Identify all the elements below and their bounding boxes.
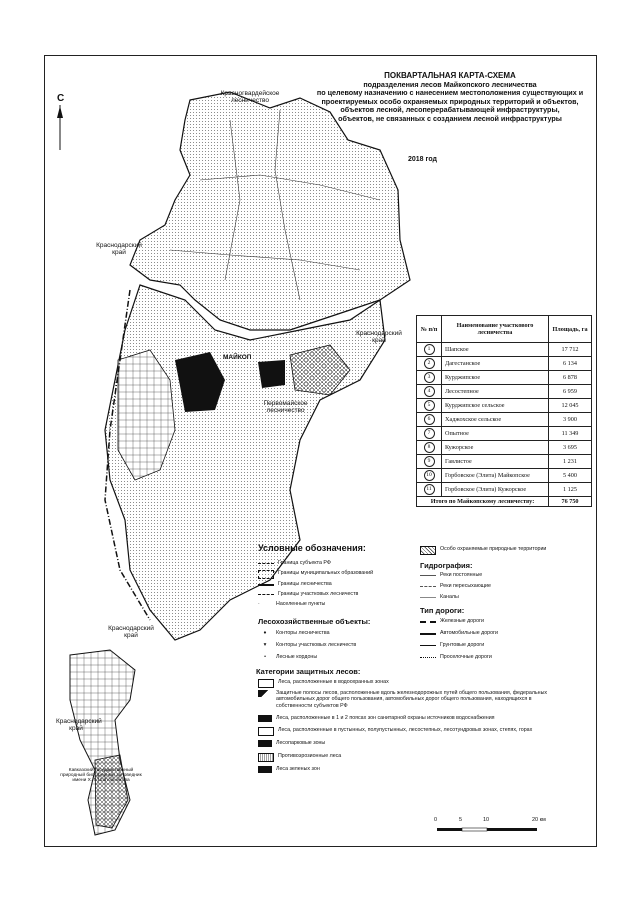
label-krasnogvard: Красногвардейское лесничество bbox=[220, 90, 280, 104]
legend-text: Леса, расположенные в 1 и 2 поясах зон санитарной охраны источников водоснабжения bbox=[276, 715, 495, 721]
seasonal-river-swatch bbox=[420, 586, 436, 587]
row-number: 3 bbox=[424, 372, 435, 383]
label-pervomay: Первомайское лесничество bbox=[263, 400, 308, 414]
north-label: С bbox=[57, 93, 65, 104]
row-area: 6 134 bbox=[549, 357, 592, 371]
label-reserve: Кавказский государственный природный биосферный заповедник имени Х. Г. Шапошникова bbox=[60, 768, 142, 783]
row-number: 4 bbox=[424, 386, 435, 397]
forest-park-swatch bbox=[258, 740, 272, 747]
legend-text: Автомобильные дороги bbox=[440, 630, 498, 636]
label-maykop: МАЙКОП bbox=[223, 354, 252, 361]
sanitary-zone-swatch bbox=[258, 715, 272, 722]
legend-text: Проселочные дороги bbox=[440, 654, 492, 660]
legend-item bbox=[258, 753, 341, 762]
map-year: 2018 год bbox=[408, 156, 437, 163]
legend-text: Каналы bbox=[440, 594, 459, 600]
legend-item bbox=[420, 546, 546, 555]
legend-item bbox=[258, 654, 317, 660]
legend-item bbox=[420, 572, 482, 578]
legend-text: Леса зеленых зон bbox=[276, 766, 320, 772]
legend-text: Границы участковых лесничеств bbox=[278, 591, 359, 597]
scale-tick: 5 bbox=[459, 817, 463, 823]
legend-text: Грунтовые дороги bbox=[440, 642, 485, 648]
legend-text: Леса, расположенные в водоохранных зонах bbox=[278, 679, 389, 685]
table-row bbox=[417, 371, 592, 385]
green-zone-swatch bbox=[258, 766, 272, 773]
legend-text: Конторы участковых лесничеств bbox=[276, 642, 357, 648]
canal-swatch bbox=[420, 597, 436, 598]
legend-item bbox=[258, 570, 373, 579]
legend-text: Лесные кордоны bbox=[276, 654, 318, 660]
row-name: Лесостепное bbox=[442, 385, 549, 399]
row-name: Гавлистое bbox=[442, 455, 549, 469]
legend-item bbox=[258, 679, 389, 688]
forestry-area-table bbox=[416, 315, 592, 507]
legend-item bbox=[258, 560, 331, 566]
oopt-swatch bbox=[420, 546, 436, 555]
row-area: 11 349 bbox=[549, 427, 592, 441]
table-row bbox=[417, 469, 592, 483]
legend-text: Реки постоянные bbox=[440, 572, 483, 578]
row-number: 8 bbox=[424, 442, 435, 453]
legend-item bbox=[258, 766, 320, 773]
river-swatch bbox=[420, 575, 436, 576]
legend-item bbox=[420, 642, 484, 648]
dirt-road-swatch bbox=[420, 645, 436, 646]
table-row bbox=[417, 441, 592, 455]
table-row bbox=[417, 399, 592, 413]
scale-tick: 10 bbox=[483, 817, 490, 823]
row-area: 6 878 bbox=[549, 371, 592, 385]
row-number: 11 bbox=[424, 484, 435, 495]
legend-item bbox=[258, 642, 356, 648]
roads-title: Тип дороги: bbox=[420, 606, 465, 615]
table-row bbox=[417, 427, 592, 441]
label-krasnodar-3: Краснодарский край bbox=[108, 625, 154, 639]
legend-text: Конторы лесничества bbox=[276, 630, 330, 636]
row-area: 6 959 bbox=[549, 385, 592, 399]
label-krasnodar-1: Краснодарский край bbox=[96, 242, 142, 256]
row-area: 3 695 bbox=[549, 441, 592, 455]
legend-item bbox=[258, 727, 532, 736]
row-name: Шапское bbox=[442, 343, 549, 357]
row-area: 5 400 bbox=[549, 469, 592, 483]
legend-text: Граница субъекта РФ bbox=[278, 560, 331, 566]
table-total-row bbox=[417, 497, 592, 507]
title-line-3: по целевому назначению с нанесением местоположения существующих и bbox=[316, 88, 584, 98]
forestry-region-north bbox=[130, 92, 410, 330]
hydro-title: Гидрография: bbox=[420, 561, 473, 570]
total-label: Итого по Майкопскому лесничеству: bbox=[417, 497, 549, 507]
district-office-icon: ▾ bbox=[263, 642, 267, 648]
row-name: Кужорское bbox=[442, 441, 549, 455]
legend-item bbox=[258, 591, 358, 597]
row-name: Опытное bbox=[442, 427, 549, 441]
table-header: Площадь, га bbox=[549, 316, 592, 343]
north-arrow-icon bbox=[57, 105, 63, 150]
legend-item bbox=[258, 581, 332, 587]
legend-text: Противоэрозионные леса bbox=[278, 753, 342, 759]
legend-item bbox=[420, 630, 498, 636]
water-zone-swatch bbox=[258, 679, 274, 688]
cordon-icon: • bbox=[264, 654, 266, 660]
title-line-1: ПОКВАРТАЛЬНАЯ КАРТА-СХЕМА bbox=[384, 71, 516, 80]
table-header: № п/п bbox=[417, 316, 442, 343]
forestry-boundary-swatch bbox=[258, 584, 274, 586]
row-number: 1 bbox=[424, 344, 435, 355]
legend-item bbox=[258, 715, 495, 722]
mountain-swatch bbox=[258, 727, 274, 736]
label-krasnodar-2: Краснодарский край bbox=[356, 330, 402, 344]
railway-swatch bbox=[420, 621, 436, 623]
legend-text: Границы лесничества bbox=[278, 581, 332, 587]
settlement-icon: · bbox=[258, 601, 272, 608]
row-area: 1 125 bbox=[549, 483, 592, 497]
legend-item bbox=[420, 594, 459, 600]
label-krasnodar-4: Краснодарский край bbox=[56, 718, 102, 732]
legend-item bbox=[258, 630, 330, 636]
row-number: 7 bbox=[424, 428, 435, 439]
legend-item bbox=[258, 740, 325, 747]
table-row bbox=[417, 413, 592, 427]
row-name: Хаджохское сельское bbox=[442, 413, 549, 427]
forestry-office-icon: ♦ bbox=[263, 630, 267, 636]
row-name: Горбовское (Элита) Майкопское bbox=[442, 469, 549, 483]
title-line-4: проектируемых особо охраняемых природных территорий и объектов, bbox=[321, 96, 579, 106]
country-road-swatch bbox=[420, 657, 436, 658]
scale-tick: 20 км bbox=[532, 817, 546, 823]
municipal-boundary-swatch bbox=[258, 570, 274, 579]
subject-boundary-swatch bbox=[258, 563, 274, 564]
row-area: 12 045 bbox=[549, 399, 592, 413]
legend-item bbox=[420, 654, 492, 660]
row-area: 3 900 bbox=[549, 413, 592, 427]
legend-text: Населенные пункты bbox=[276, 601, 326, 607]
scale-bar bbox=[437, 828, 537, 831]
title-line-2: подразделения лесов Майкопского лесничества bbox=[363, 79, 537, 89]
forestry-title: Лесохозяйственные объекты: bbox=[258, 617, 371, 626]
legend-text: Леса, расположенные в пустынных, полупустынных, лесостепных, лесотундровых зонах, степях, горах bbox=[278, 727, 533, 733]
legend-text: Железные дороги bbox=[440, 618, 484, 624]
legend-title: Условные обозначения: bbox=[258, 543, 366, 553]
title-line-6: объектов, не связанных с созданием лесной инфраструктуры bbox=[338, 113, 562, 123]
row-number: 10 bbox=[424, 470, 435, 481]
table-row bbox=[417, 357, 592, 371]
row-name: Курджипское bbox=[442, 371, 549, 385]
scale-tick: 0 bbox=[434, 817, 438, 823]
table-header: Наименование участкового лесничества bbox=[442, 316, 549, 343]
table-row bbox=[417, 455, 592, 469]
legend-item bbox=[258, 690, 568, 709]
legend-text: Особо охраняемые природные территории bbox=[440, 546, 547, 552]
table-row bbox=[417, 385, 592, 399]
legend-text: Лесопарковые зоны bbox=[276, 740, 326, 746]
legend-item bbox=[420, 583, 491, 589]
legend-text: Реки пересыхающие bbox=[440, 583, 491, 589]
map-title bbox=[300, 72, 600, 124]
table-row bbox=[417, 343, 592, 357]
legend-item bbox=[420, 618, 484, 624]
legend-item bbox=[258, 601, 325, 608]
legend-text: Защитные полосы лесов, расположенные вдоль железнодорожных путей общего пользования, федеральных автомобильных дорог общего пользования, автомобильных дорог общего пользования, находящихся в собственности субъектов РФ bbox=[276, 690, 548, 709]
highway-swatch bbox=[420, 633, 436, 635]
oopt-zone-reserve bbox=[95, 755, 128, 828]
row-number: 9 bbox=[424, 456, 435, 467]
row-name: Курджипское сельское bbox=[442, 399, 549, 413]
row-name: Горбовское (Элита) Кужорское bbox=[442, 483, 549, 497]
district-boundary-swatch bbox=[258, 594, 274, 595]
road-strip-swatch bbox=[258, 690, 272, 697]
table-header-row bbox=[417, 316, 592, 343]
table-row bbox=[417, 483, 592, 497]
row-area: 17 712 bbox=[549, 343, 592, 357]
row-area: 1 231 bbox=[549, 455, 592, 469]
legend-text: Границы муниципальных образований bbox=[278, 570, 374, 576]
row-name: Дагестанское bbox=[442, 357, 549, 371]
categories-title: Категории защитных лесов: bbox=[256, 667, 361, 676]
greenzone-forest-block-2 bbox=[258, 360, 285, 388]
row-number: 5 bbox=[424, 400, 435, 411]
row-number: 2 bbox=[424, 358, 435, 369]
title-line-5: объектов лесной, лесоперерабатывающей инфраструктуры, bbox=[340, 105, 560, 115]
anti-erosion-swatch bbox=[258, 753, 274, 762]
total-area: 76 750 bbox=[549, 497, 592, 507]
row-number: 6 bbox=[424, 414, 435, 425]
